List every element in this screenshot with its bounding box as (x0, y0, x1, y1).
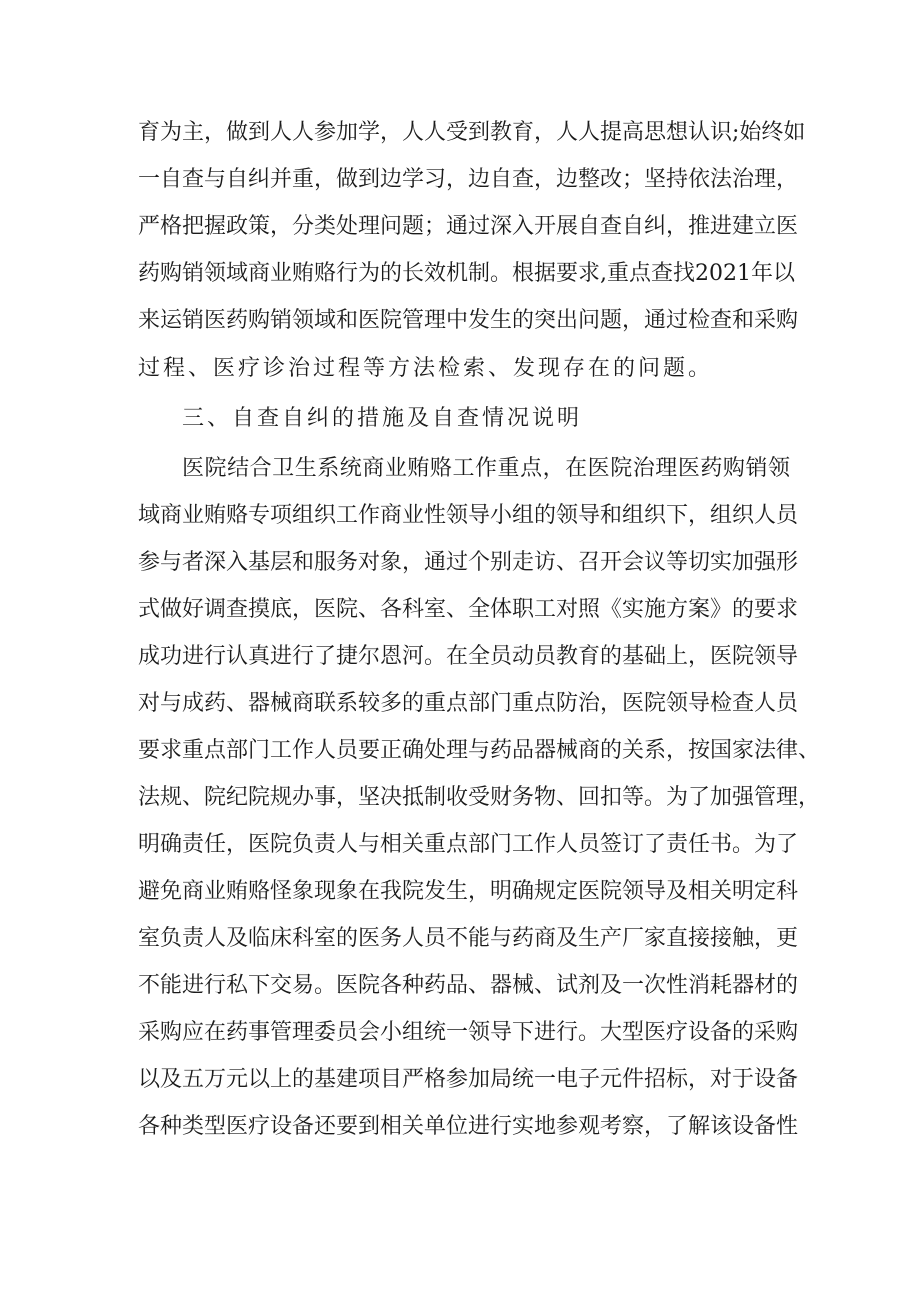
text-line: 医院结合卫生系统商业贿赂工作重点，在医院治理医药购销领 (182, 456, 790, 481)
text-line: 育为主，做到人人参加学，人人受到教育，人人提高思想认识;始终如 (138, 120, 806, 145)
text-line: 域商业贿赂专项组织工作商业性领导小组的领导和组织下，组织人员 (138, 503, 799, 528)
text-line: 参与者深入基层和服务对象，通过个别走访、召开会议等切实加强形 (138, 550, 799, 575)
text-line: 采购应在药事管理委员会小组统一领导下进行。大型医疗设备的采购 (138, 1020, 799, 1045)
text-line: 室负责人及临床科室的医务人员不能与药商及生产厂家直接接触，更 (138, 926, 799, 951)
text-line: 各种类型医疗设备还要到相关单位进行实地参观考察，了解该设备性 (138, 1114, 799, 1139)
text-line: 不能进行私下交易。医院各种药品、器械、试剂及一次性消耗器材的 (138, 973, 799, 998)
text-line: 明确责任，医院负责人与相关重点部门工作人员签订了责任书。为了 (138, 832, 799, 857)
text-line: 成功进行认真进行了捷尔恩河。在全员动员教育的基础上，医院领导 (138, 644, 799, 669)
text-line: 以及五万元以上的基建项目严格参加局统一电子元件招标，对于设备 (138, 1067, 799, 1092)
text-line: 药购销领域商业贿赂行为的长效机制。根据要求,重点查找2021年以 (138, 261, 795, 286)
text-line: 避免商业贿赂怪象现象在我院发生，明确规定医院领导及相关明定科 (138, 879, 799, 904)
section-heading: 三、自查自纠的措施及自查情况说明 (182, 406, 583, 431)
text-line: 过程、医疗诊治过程等方法检索、发现存在的问题。 (138, 356, 714, 381)
text-line: 要求重点部门工作人员要正确处理与药品器械商的关系，按国家法律、 (138, 738, 821, 763)
text-line: 严格把握政策，分类处理问题；通过深入开展自查自纠，推进建立医 (138, 214, 799, 239)
text-line: 一自查与自纠并重，做到边学习，边自查，边整改；坚持依法治理， (138, 167, 799, 192)
text-line: 法规、院纪院规办事，坚决抵制收受财务物、回扣等。为了加强管理， (138, 785, 821, 810)
text-line: 来运销医药购销领域和医院管理中发生的突出问题，通过检查和采购 (138, 308, 799, 333)
text-line: 对与成药、器械商联系较多的重点部门重点防治，医院领导检查人员 (138, 691, 799, 716)
text-line: 式做好调查摸底，医院、各科室、全体职工对照《实施方案》的要求 (138, 597, 799, 622)
